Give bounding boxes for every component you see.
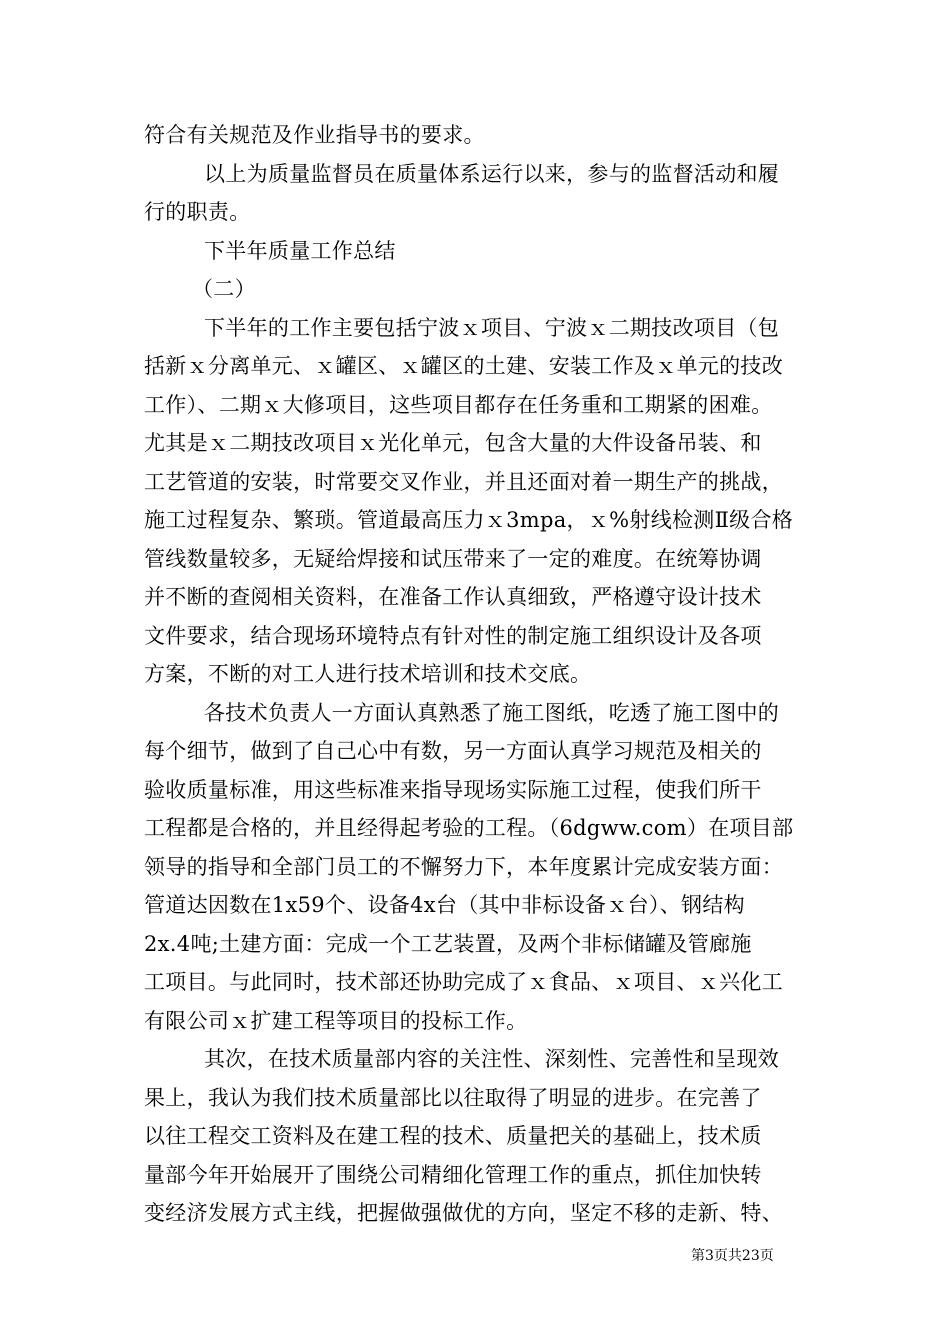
text-line: 并不断的查阅相关资料，在准备工作认真细致，严格遵守设计技术 bbox=[144, 585, 762, 609]
text-line: 施工过程复杂、繁琐。管道最高压力ｘ3mpa，ｘ%射线检测Ⅱ级合格 bbox=[144, 508, 794, 532]
text-line: 下半年的工作主要包括宁波ｘ项目、宁波ｘ二期技改项目（包 bbox=[204, 315, 780, 340]
text-line: 变经济发展方式主线，把握做强做优的方向，坚定不移的走新、特、 bbox=[144, 1201, 783, 1225]
text-line: 方案，不断的对工人进行技术培训和技术交底。 bbox=[144, 662, 592, 686]
text-line: 工程都是合格的，并且经得起考验的工程。（6dgww.com）在项目部 bbox=[144, 816, 794, 840]
section-heading: 下半年质量工作总结 bbox=[204, 238, 396, 263]
text-line: 管道达因数在1x59个、设备4x台（其中非标设备ｘ台）、钢结构 bbox=[144, 893, 745, 917]
text-line: 果上，我认为我们技术质量部比以往取得了明显的进步。在完善了 bbox=[144, 1085, 762, 1110]
text-line: 尤其是ｘ二期技改项目ｘ光化单元，包含大量的大件设备吊装、和 bbox=[144, 431, 762, 455]
text-line: 以上为质量监督员在质量体系运行以来，参与的监督活动和履 bbox=[204, 161, 780, 186]
text-line: 有限公司ｘ扩建工程等项目的投标工作。 bbox=[144, 1008, 528, 1033]
text-line: 工项目。与此同时，技术部还协助完成了ｘ食品、ｘ项目、ｘ兴化工 bbox=[144, 970, 783, 994]
text-line: 验收质量标准，用这些标准来指导现场实际施工过程，使我们所干 bbox=[144, 777, 762, 802]
text-line: 每个细节，做到了自己心中有数，另一方面认真学习规范及相关的 bbox=[144, 739, 762, 763]
text-line: 管线数量较多，无疑给焊接和试压带来了一定的难度。在统筹协调 bbox=[144, 546, 762, 571]
section-subheading: （二） bbox=[192, 277, 256, 301]
document-body bbox=[144, 116, 824, 1233]
text-line: 其次，在技术质量部内容的关注性、深刻性、完善性和呈现效 bbox=[204, 1047, 780, 1071]
text-line: 行的职责。 bbox=[144, 200, 251, 224]
text-line: 符合有关规范及作业指导书的要求。 bbox=[144, 123, 485, 147]
text-line: 量部今年开始展开了围绕公司精细化管理工作的重点，抓住加快转 bbox=[144, 1162, 762, 1187]
text-line: 2x.4吨;土建方面：完成一个工艺装置，及两个非标储罐及管廊施 bbox=[144, 931, 752, 956]
text-line: 文件要求，结合现场环境特点有针对性的制定施工组织设计及各项 bbox=[144, 623, 762, 648]
text-line: 工艺管道的安装，时常要交叉作业，并且还面对着一期生产的挑战， bbox=[144, 469, 783, 494]
text-line: 括新ｘ分离单元、ｘ罐区、ｘ罐区的土建、安装工作及ｘ单元的技改 bbox=[144, 354, 783, 378]
page-number: 第3页共23页 bbox=[691, 1248, 774, 1264]
text-line: 工作）、二期ｘ大修项目，这些项目都存在任务重和工期紧的困难。 bbox=[144, 392, 773, 417]
text-line: 以往工程交工资料及在建工程的技术、质量把关的基础上，技术质 bbox=[144, 1124, 762, 1148]
text-line: 领导的指导和全部门员工的不懈努力下，本年度累计完成安装方面： bbox=[144, 854, 783, 879]
text-line: 各技术负责人一方面认真熟悉了施工图纸，吃透了施工图中的 bbox=[204, 700, 780, 725]
